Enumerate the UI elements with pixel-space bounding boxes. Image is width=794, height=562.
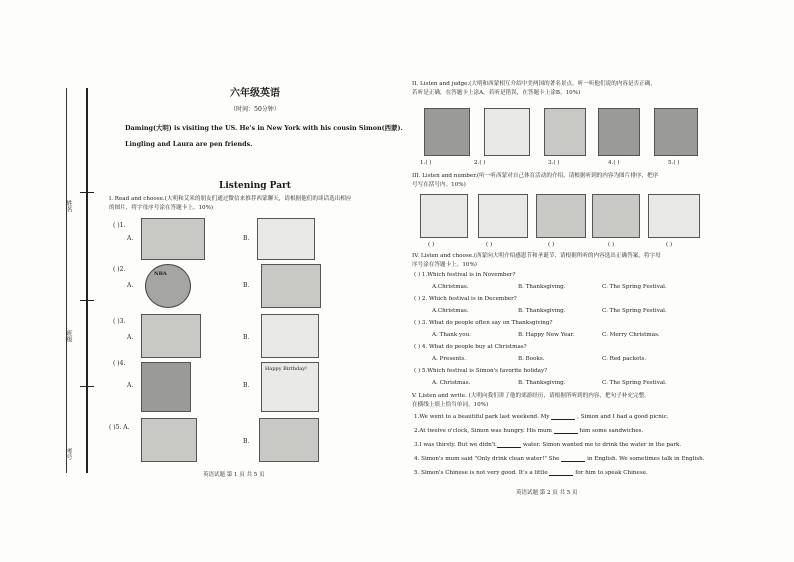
choice-option-c: C. Red packets.	[602, 356, 647, 362]
question-number: ( )4.	[113, 360, 126, 367]
fill-sentence: 2.At twelve o'clock, Simon was hungry. His mum him some sandwiches.	[414, 428, 644, 434]
judge-label: 5.( )	[668, 160, 680, 166]
picture-town	[257, 218, 315, 260]
question-number: ( )2.	[113, 266, 126, 273]
instruction-line: IV. Listen and choose.(西蒙向大明介绍感恩节和圣诞节，请根据所听的内容选出正确答案，将字母	[412, 253, 661, 259]
answer-blank[interactable]	[549, 470, 573, 476]
page-footer: 英语试题 第 1 页 共 5 页	[203, 472, 265, 478]
instruction-line: 号写在括号内。10%)	[412, 182, 466, 188]
binding-tick	[80, 386, 94, 387]
picture-woman	[141, 362, 191, 412]
picture-landmark-2	[484, 108, 530, 156]
choice-option-c: C. The Spring Festival.	[602, 308, 667, 314]
picture-sport-1	[420, 194, 468, 238]
picture-landmark-3	[544, 108, 586, 156]
page-one	[105, 0, 405, 562]
fill-sentence: 4. Simon's mum said "Only drink clean water!" She in English. We sometimes talk in English.	[414, 456, 705, 462]
choice-option-c: C. Merry Christmas.	[602, 332, 660, 338]
picture-sport-4	[592, 194, 640, 238]
instruction-line: 在横线上填上恰当单词。10%)	[412, 402, 489, 408]
option-b-label: B.	[243, 438, 250, 445]
option-b-label: B.	[243, 282, 250, 289]
picture-ship	[141, 418, 197, 462]
choice-option-a: A. Christmas.	[432, 380, 471, 386]
exam-number-label: 考号	[65, 448, 72, 460]
number-label: ( )	[608, 242, 615, 248]
choice-option-a: A. Presents.	[432, 356, 467, 362]
answer-blank[interactable]	[551, 414, 575, 420]
section-three-instructions	[412, 172, 712, 190]
binding-tick	[80, 300, 94, 301]
number-label: ( )	[486, 242, 493, 248]
choice-question: ( ) 1.Which festival is in November?	[414, 272, 516, 278]
choice-option-b: B. Thanksgiving.	[518, 284, 566, 290]
instruction-line: II. Listen and judge.(大明和西蒙相互介绍中美两国的著名景点。听一听他们说的内容是否正确，	[412, 81, 656, 87]
exam-time: （时间：50分钟）	[230, 106, 280, 113]
binding-edge-line	[66, 88, 67, 473]
instruction-line: III. Listen and number.(听一听西蒙对自己体育活动的介绍，请根据听到的内容为图片排序，把序	[412, 173, 659, 179]
choice-question: ( ) 4. What do people buy at Christmas?	[414, 344, 527, 350]
question-number: ( )1.	[113, 222, 126, 229]
name-label: 姓名	[65, 200, 72, 212]
picture-landmark-5	[654, 108, 698, 156]
option-b-label: B.	[243, 334, 250, 341]
birthday-caption: Happy Birthday!	[265, 366, 308, 372]
answer-blank[interactable]	[497, 442, 521, 448]
choice-question: ( ) 2. Which festival is in December?	[414, 296, 517, 302]
choice-option-a: A. Thank you.	[432, 332, 471, 338]
instruction-line: 序号涂在答题卡上。10%)	[412, 262, 477, 268]
choice-option-a: A.Christmas.	[432, 308, 469, 314]
fill-sentence: 5. Simon's Chinese is not very good. It's a little for him to speak Chinese.	[414, 470, 648, 476]
nba-caption: NBA	[154, 271, 167, 277]
question-number: ( )5. A.	[109, 424, 130, 431]
exam-title: 六年级英语	[230, 88, 280, 99]
picture-birthday	[261, 362, 319, 412]
section-four-instructions	[412, 252, 712, 270]
judge-label: 1.( )	[420, 160, 432, 166]
picture-child-sleeping	[141, 314, 201, 358]
instruction-line: 若听是正确，在答题卡上涂A，若听是错误，在答题卡上涂B。10%)	[412, 90, 581, 96]
section-one-instructions	[109, 195, 405, 213]
option-b-label: B.	[243, 235, 250, 242]
choice-question: ( ) 3. What do people often say on Thanksgiving?	[414, 320, 553, 326]
choice-option-c: C. The Spring Festival.	[602, 380, 667, 386]
intro-text	[125, 120, 405, 152]
page-footer: 英语试题 第 2 页 共 5 页	[516, 490, 578, 496]
option-a-label: A.	[127, 282, 134, 289]
choice-option-b: B. Thanksgiving.	[518, 308, 566, 314]
answer-blank[interactable]	[554, 428, 578, 434]
choice-question: ( ) 5.Which festival is Simon's favorite holiday?	[414, 368, 548, 374]
choice-option-b: B. Thanksgiving.	[518, 380, 566, 386]
picture-landmark-4	[598, 108, 640, 156]
option-a-label: A.	[127, 235, 134, 242]
binding-line	[86, 88, 88, 473]
section-five-instructions	[412, 392, 712, 410]
picture-sport-3	[536, 194, 586, 238]
option-b-label: B.	[243, 382, 250, 389]
instruction-line: V. Listen and write. (大明向我们讲了他的郊游经历，请根据所听到的内容，把句子补充完整，	[412, 393, 650, 399]
option-a-label: A.	[127, 334, 134, 341]
picture-cycling	[478, 194, 528, 238]
number-label: ( )	[548, 242, 555, 248]
picture-traffic	[259, 418, 319, 462]
answer-blank[interactable]	[561, 456, 585, 462]
choice-option-a: A.Christmas.	[432, 284, 469, 290]
intro-line: Lingling and Laura are pen friends.	[125, 140, 253, 148]
judge-label: 2.( )	[474, 160, 486, 166]
choice-option-c: C. The Spring Festival.	[602, 284, 667, 290]
number-label: ( )	[428, 242, 435, 248]
binding-tick	[80, 192, 94, 193]
binding-margin	[62, 88, 96, 473]
choice-option-b: B. Books.	[518, 356, 545, 362]
class-label: 班级	[65, 330, 72, 342]
choice-option-b: B. Happy New Year.	[518, 332, 575, 338]
judge-label: 4.( )	[608, 160, 620, 166]
picture-landmark-1	[424, 108, 470, 156]
number-label: ( )	[666, 242, 673, 248]
picture-tv-match	[261, 264, 321, 308]
picture-girl-studying	[261, 314, 319, 358]
question-number: ( )3.	[113, 318, 126, 325]
instruction-line: 的图片，将字母序号涂在答题卡上。10%)	[109, 205, 214, 211]
judge-label: 3.( )	[548, 160, 560, 166]
option-a-label: A.	[127, 382, 134, 389]
instruction-line: I. Read and choose.(大明和艾米的朋友们通过微信来推荐西蒙聊天，请根据他们的谈话选出相应	[109, 196, 352, 202]
section-two-instructions	[412, 80, 712, 98]
page-two	[412, 0, 712, 562]
fill-sentence: 1.We went to a beautiful park last weekend. My , Simon and I had a good picnic.	[414, 414, 669, 420]
picture-basketball	[145, 264, 191, 308]
intro-line: Daming(大明) is visiting the US. He's in New York with his cousin Simon(西蒙).	[125, 124, 403, 132]
part-heading: Listening Part	[219, 181, 291, 191]
picture-sport-5	[648, 194, 700, 238]
picture-classroom	[141, 218, 205, 260]
fill-sentence: 3.I was thirsty. But we didn't water. Simon wanted me to drink the water in the park.	[414, 442, 682, 448]
